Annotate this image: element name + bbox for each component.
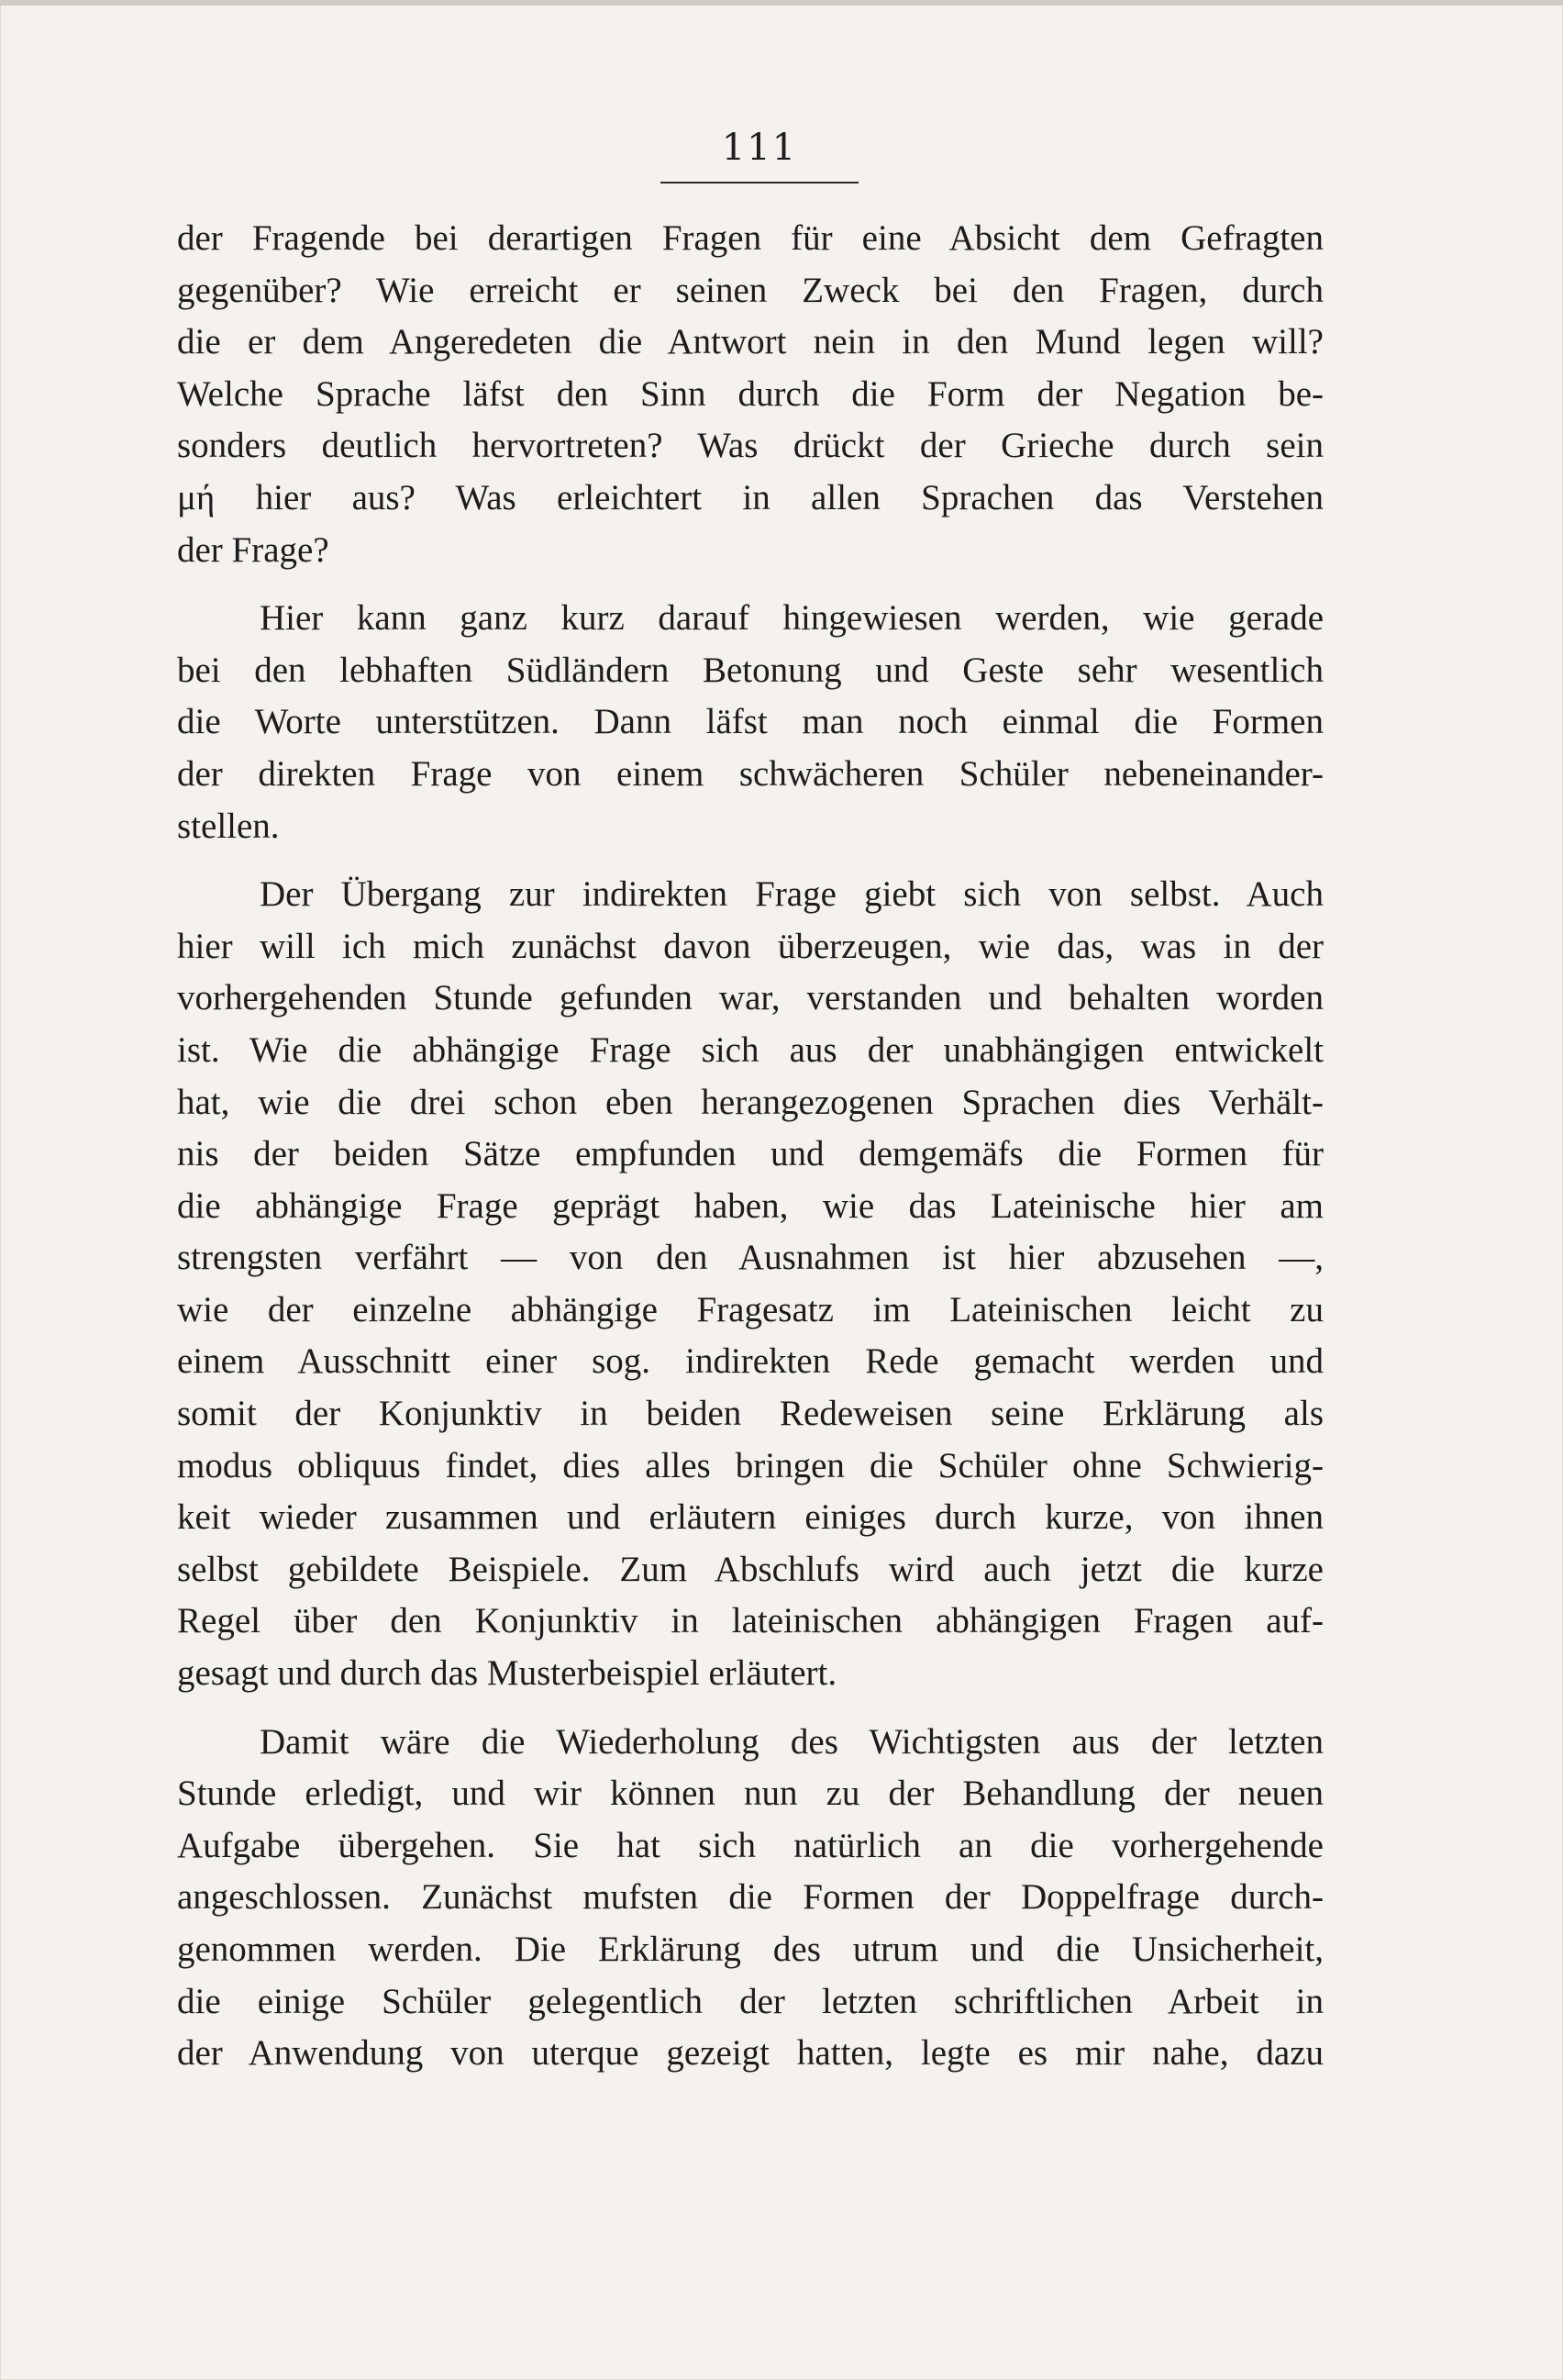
- text-line: angeschlossen. Zunächst mufsten die Formen der Doppelfrage durch-: [177, 1877, 1324, 1918]
- text-line: Welche Sprache läfst den Sinn durch die Form der Negation be-: [177, 373, 1324, 414]
- page-top-edge: [0, 0, 1563, 6]
- text-line: modus obliquus findet, dies alles bringen die Schüler ohne Schwierig-: [177, 1445, 1324, 1485]
- paragraph-3: [177, 869, 1324, 1700]
- page-number: 111: [721, 127, 798, 169]
- text-line: die er dem Angeredeten die Antwort nein in den Mund legen will?: [177, 322, 1324, 362]
- text-line: der Anwendung von uterque gezeigt hatten, legte es mir nahe, dazu: [177, 2033, 1324, 2074]
- text-line: Stunde erledigt, und wir können nun zu der Behandlung der neuen: [177, 1774, 1324, 1814]
- text-line: der Frage?: [177, 529, 329, 570]
- page-number-rule: [660, 182, 859, 184]
- text-line: genommen werden. Die Erklärung des utrum und die Unsicherheit,: [177, 1930, 1324, 1969]
- paragraph-1: [177, 213, 1324, 576]
- paragraph-4: [177, 1717, 1324, 2080]
- text-line: die Worte unterstützen. Dann läfst man noch einmal die Formen: [177, 702, 1324, 742]
- text-line: Hier kann ganz kurz darauf hingewiesen werden, wie gerade: [260, 598, 1324, 639]
- text-line: μή hier aus? Was erleichtert in allen Sprachen das Verstehen: [177, 477, 1324, 517]
- text-line: selbst gebildete Beispiele. Zum Abschlufs wird auch jetzt die kurze: [177, 1549, 1324, 1589]
- text-line: sonders deutlich hervortreten? Was drückt der Grieche durch sein: [177, 426, 1324, 466]
- text-line: stellen.: [177, 806, 280, 846]
- text-line: somit der Konjunktiv in beiden Redeweisen seine Erklärung als: [177, 1394, 1324, 1434]
- text-line: hier will ich mich zunächst davon überzeugen, wie das, was in der: [177, 926, 1324, 966]
- body-text: [177, 213, 1324, 2080]
- text-line: wie der einzelne abhängige Fragesatz im Lateinischen leicht zu: [177, 1289, 1324, 1329]
- text-line: ist. Wie die abhängige Frage sich aus der unabhängigen entwickelt: [177, 1029, 1324, 1070]
- paragraph-2: [177, 593, 1324, 852]
- text-line: strengsten verfährt — von den Ausnahmen ist hier abzusehen —,: [177, 1238, 1324, 1278]
- text-line: Aufgabe übergehen. Sie hat sich natürlich an die vorhergehende: [177, 1825, 1324, 1865]
- text-line: der direkten Frage von einem schwächeren Schüler nebeneinander-: [177, 753, 1324, 794]
- text-line: die abhängige Frage geprägt haben, wie das Lateinische hier am: [177, 1185, 1324, 1226]
- text-line: gegenüber? Wie erreicht er seinen Zweck bei den Fragen, durch: [177, 270, 1324, 310]
- text-line: der Fragende bei derartigen Fragen für eine Absicht dem Gefragten: [177, 218, 1324, 258]
- text-line: nis der beiden Sätze empfunden und demgemäfs die Formen für: [177, 1134, 1324, 1174]
- text-line: Regel über den Konjunktiv in lateinischen abhängigen Fragen auf-: [177, 1601, 1324, 1641]
- text-line: hat, wie die drei schon eben herangezogenen Sprachen dies Verhält-: [177, 1082, 1324, 1122]
- text-line: Der Übergang zur indirekten Frage giebt sich von selbst. Auch: [260, 874, 1324, 915]
- text-line: Damit wäre die Wiederholung des Wichtigsten aus der letzten: [260, 1721, 1324, 1762]
- text-line: die einige Schüler gelegentlich der letzten schriftlichen Arbeit in: [177, 1981, 1324, 2021]
- text-line: bei den lebhaften Südländern Betonung und Geste sehr wesentlich: [177, 650, 1324, 690]
- text-line: keit wieder zusammen und erläutern einiges durch kurze, von ihnen: [177, 1497, 1324, 1538]
- text-line: gesagt und durch das Musterbeispiel erläutert.: [177, 1653, 837, 1694]
- text-line: vorhergehenden Stunde gefunden war, verstanden und behalten worden: [177, 978, 1324, 1018]
- text-line: einem Ausschnitt einer sog. indirekten Rede gemacht werden und: [177, 1341, 1324, 1382]
